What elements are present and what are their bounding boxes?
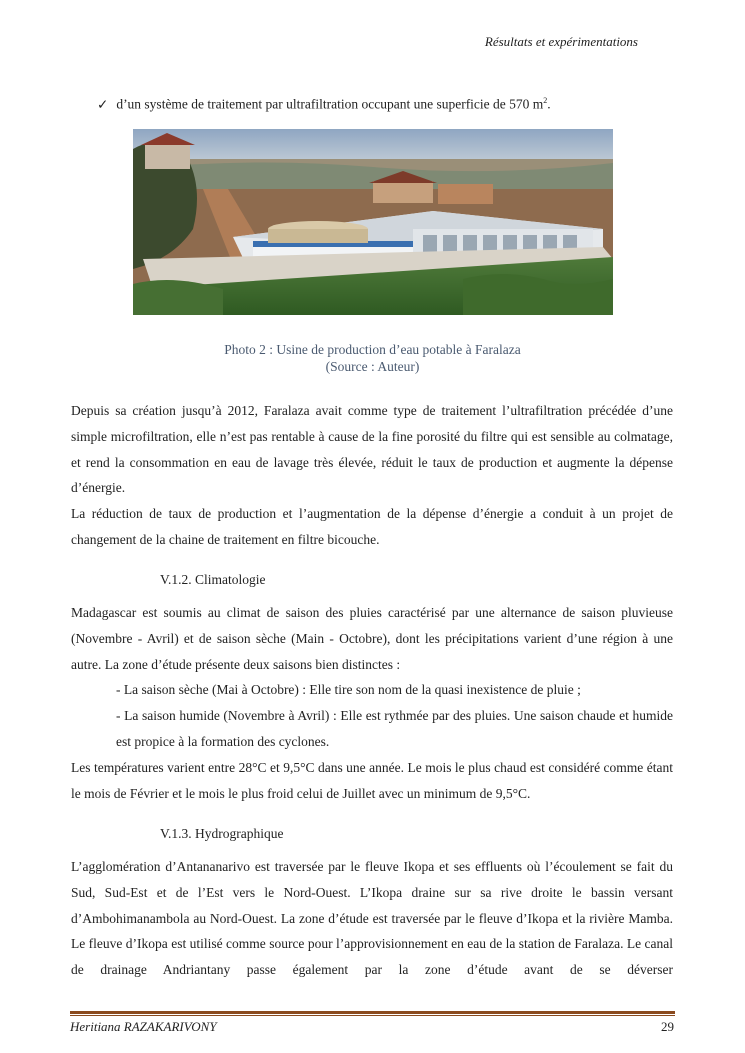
- paragraph-text: Madagascar est soumis au climat de saison des pluies caractérisé par une alternance de saison pluvieuse (Novembre - Avril) et de saison sèche (Main - Octobre), dont les précipitations varient d’une région à une autre. La zone d’étude présente deux saisons bien distinctes :: [71, 605, 673, 672]
- footer-author: Heritiana RAZAKARIVONY: [70, 1019, 217, 1034]
- page-number: 29: [661, 1019, 674, 1034]
- plant-photo: [133, 129, 613, 315]
- paragraph-climat: [71, 600, 673, 806]
- section-heading-hydrographique: V.1.3. Hydrographique: [160, 826, 284, 841]
- footer-rule-thin: [70, 1015, 675, 1016]
- running-header: Résultats et expérimentations: [484, 34, 638, 49]
- paragraph-text: La réduction de taux de production et l’augmentation de la dépense d’énergie a conduit à un projet de changement de la chaine de traitement en filtre bicouche.: [71, 506, 673, 547]
- paragraph-text: Les températures varient entre 28°C et 9,5°C dans une année. Le mois le plus chaud est considéré comme étant le mois de Février et le mois le plus froid celui de Juillet avec un minimum de 9,5°C.: [71, 759, 673, 801]
- bullet-end: .: [547, 96, 551, 112]
- photo-caption: [0, 341, 745, 375]
- bullet-item: [97, 96, 551, 113]
- paragraph-text: Depuis sa création jusqu’à 2012, Faralaza avait comme type de traitement l’ultrafiltration précédée d’une simple microfiltration, elle n’est pas rentable à cause de la fine porosité du filtre qui est sensible au colmatage, et rend la consommation en eau de lavage très élevée, réduit le taux de production et augmente la dépense d’énergie.: [71, 403, 673, 496]
- paragraph-text: L’agglomération d’Antananarivo est traversée par le fleuve Ikopa et ses effluents où l’écoulement se fait du Sud, Sud-Est et de l’Est vers le Nord-Ouest. L’Ikopa draine sur sa rive droite le bassin versant d’Ambohimanambola au Nord-Ouest. La zone d’étude est traversée par le fleuve d’Ikopa et la rivière Mamba. Le fleuve d’Ikopa est utilisé comme source pour l’approvisionnement en eau de la station de Faralaza. Le canal de drainage Andriantany passe également par la zone d’étude avant de se déverser: [71, 859, 673, 978]
- caption-source: (Source : Auteur): [325, 359, 420, 374]
- footer-rule: [70, 1011, 675, 1014]
- paragraph-hydro: [71, 854, 673, 983]
- bullet-text: d’un système de traitement par ultrafiltration occupant une superficie de 570 m: [116, 96, 544, 112]
- paragraph-faralaza: [71, 398, 673, 553]
- section-heading-climatologie: V.1.2. Climatologie: [160, 572, 266, 587]
- list-item: - La saison sèche (Mai à Octobre) : Elle tire son nom de la quasi inexistence de pluie ;: [116, 682, 581, 698]
- superscript: 2: [543, 96, 548, 105]
- checkmark-icon: ✓: [97, 96, 109, 112]
- caption-title: Photo 2 : Usine de production d’eau potable à Faralaza: [224, 342, 521, 357]
- photo-illustration: [133, 129, 613, 315]
- list-item: - La saison humide (Novembre à Avril) : Elle est rythmée par des pluies. Une saison chaude et humide est propice à la formation des cyclones.: [116, 708, 673, 749]
